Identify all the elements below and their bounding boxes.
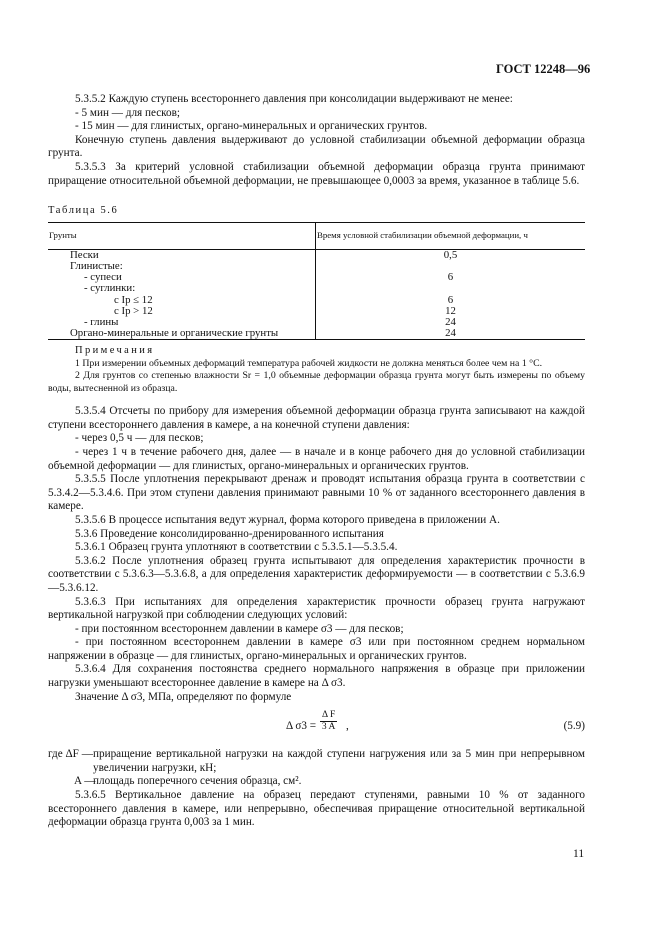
formula-number: (5.9) [563,720,585,733]
paragraph: Конечную ступень давления выдерживают до условной стабилизации объемной деформации образца грунта. [48,133,585,160]
table-cell-soil: с Ip > 12 [48,306,316,317]
paragraph: - через 0,5 ч — для песков; [75,432,204,445]
where-label: где ΔF — [48,748,93,761]
note-item: 1 При измерении объемных деформаций температура рабочей жидкости не должна меняться более чем на 1 °С. [75,357,543,369]
notes-list [48,358,585,395]
table-cell-soil: - супеси [48,272,316,283]
note-item: 2 Для грунтов со степенью влажности Sr = 1,0 объемные деформации образца грунта могут быть измерены по объему воды, вытесненной из образца. [48,370,585,394]
paragraph: - 15 мин — для глинистых, органо-минеральных и органических грунтов. [75,120,428,133]
table-cell-soil: Органо-минеральные и органические грунты [48,328,316,340]
notes-title: Примечания [75,345,155,357]
formula-lhs: Δ σ3 = [286,720,317,733]
formula-denominator: 3 A [321,722,336,733]
table-cell-soil: с Ip ≤ 12 [48,295,316,306]
table-row [48,283,585,294]
table-5-6 [48,222,585,341]
table-cell-time: 24 [445,315,456,328]
where-text: площадь поперечного сечения образца, см². [93,775,302,788]
paragraph: Значение Δ σ3, МПа, определяют по формуле [75,690,292,703]
formula-fraction [320,710,337,733]
page-content [48,93,585,830]
paragraph: 5.3.6.1 Образец грунта уплотняют в соответствии с 5.3.5.1—5.3.5.4. [75,541,398,554]
where-item [48,748,585,775]
where-section [48,748,585,789]
paragraph: 5.3.5.2 Каждую ступень всестороннего давления при консолидации выдерживают не менее: [75,93,513,105]
table-cell-time: 0,5 [443,248,458,261]
paragraph: - 5 мин — для песков; [75,106,181,119]
table-body [48,249,585,340]
formula-comma: , [346,720,349,733]
standard-code-header: ГОСТ 12248—96 [496,62,591,76]
where-text: приращение вертикальной нагрузки на каждой ступени нагружения или за 5 мин при непрерывном увеличении нагрузки, кН; [93,748,585,774]
paragraph: 5.3.6 Проведение консолидированно-дренированного испытания [75,527,384,540]
table-row [48,328,585,340]
where-label: A — [74,775,96,788]
where-item [48,775,585,789]
table-row [48,249,585,261]
table-row [48,261,585,272]
table-header-row [48,222,585,249]
table-caption: Таблица 5.6 [48,205,119,217]
table-cell-time: 24 [316,328,586,340]
paragraph: - при постоянном всестороннем давлении в камере σ3 — для песков; [75,622,404,635]
table-cell-soil: - суглинки: [48,283,316,294]
paragraph: 5.3.6.4 Для сохранения постоянства среднего нормального напряжения в образце при приложении нагрузки уменьшают всестороннее давление в камере на Δ σ3. [48,663,585,690]
paragraph: - через 1 ч в течение рабочего дня, далее — в начале и в конце рабочего дня до условной стабилизации объемной деформации — для глинистых, органо-минеральных и органических грунтов. [48,445,585,472]
table-header-soils: Грунты [48,222,316,249]
body-section [48,405,585,704]
paragraph: 5.3.6.5 Вертикальное давление на образец передают ступенями, равными 10 % от заданного всестороннего давления в камере, или непрерывно, обеспечивая приращение относительной вертикальной деформации образца грунта 0,003 за 1 мин. [48,789,585,829]
paragraph: 5.3.5.5 После уплотнения перекрывают дренаж и проводят испытания образца грунта в соответствии с 5.3.4.2—5.3.4.6. При этом ступени давления принимают равными 10 % от заданного всестороннего давления в камере. [48,473,585,513]
table-cell-soil: Пески [48,249,316,261]
paragraph: 5.3.6.2 После уплотнения образец грунта испытывают для определения характеристик прочности в соответствии с 5.3.6.3—5.3.6.8, а для определения характеристик деформируемости — в соответствии с 5.3.6.9—5.3.6.12. [48,554,585,594]
table-header-time: Время условной стабилизации объемной деформации, ч [316,222,586,249]
table-cell-time [316,283,586,294]
paragraph: 5.3.6.3 При испытаниях для определения характеристик прочности образец грунта нагружают вертикальной нагрузкой при соблюдении следующих условий: [48,595,585,622]
table-cell-soil: - глины [48,317,316,328]
paragraph: 5.3.5.4 Отсчеты по прибору для измерения объемной деформации образца грунта записывают на каждой ступени всестороннего давления в камере, а на конечной ступени давления: [48,405,585,431]
tail-section [48,789,585,830]
formula-numerator: Δ F [322,710,336,721]
table-cell-time: 12 [445,304,456,317]
table-cell-soil: Глинистые: [48,261,316,272]
paragraph: 5.3.5.6 В процессе испытания ведут журнал, форма которого приведена в приложении А. [75,513,500,526]
formula-5-9 [48,710,585,744]
table-cell-time: 6 [447,271,454,284]
page-number: 11 [573,848,585,860]
paragraph: 5.3.5.3 За критерий условной стабилизации объемной деформации образца грунта принимают приращение относительной объемной деформации, не превышающее 0,0003 за время, указанное в таблице 5.6. [48,160,585,187]
paragraph: - при постоянном всестороннем давлении в камере σ3 или при постоянном среднем нормальном напряжении в образце — для глинистых, органо-минеральных и органических грунтов. [48,636,585,662]
intro-section [48,93,585,188]
table-cell-time: 6 [447,293,454,306]
table-row [48,306,585,317]
